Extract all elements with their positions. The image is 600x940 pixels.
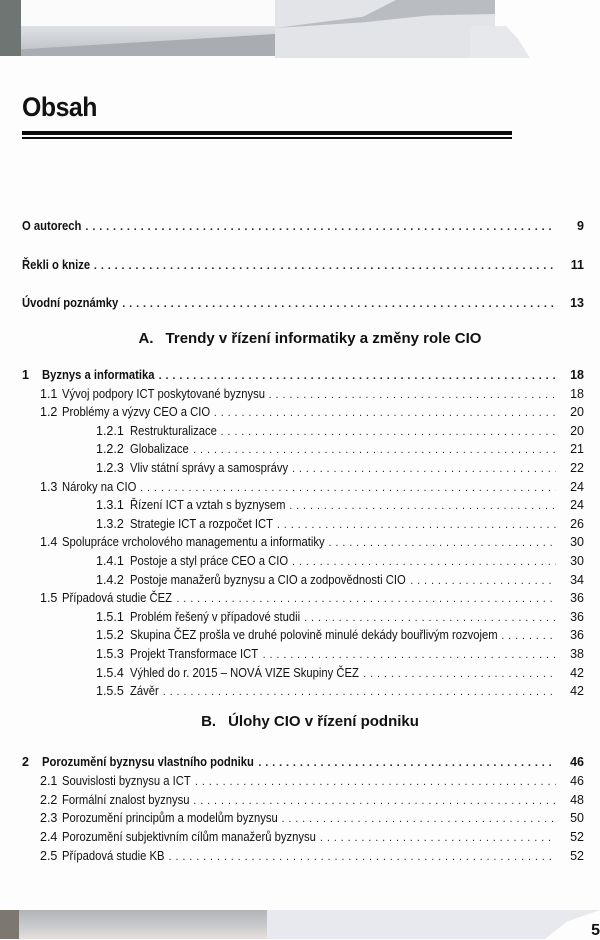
toc-entry[interactable] [0, 754, 600, 771]
dot-leader [214, 405, 556, 421]
toc-entry-number: 2.1 [40, 773, 58, 788]
toc-entry-number: 1.2 [40, 405, 58, 420]
title-rule-thin [22, 137, 512, 139]
dot-leader [328, 535, 556, 551]
toc-page-number: 11 [570, 258, 584, 272]
toc-page-number: 18 [570, 386, 584, 401]
toc-entry-number: 1.4.2 [96, 572, 124, 587]
toc-entry-label: Problém řešený v případové studii [130, 609, 301, 624]
toc-entry-number: 1.4.1 [96, 554, 124, 568]
toc-entry-number: 1.2.2 [96, 442, 124, 457]
toc-entry[interactable] [0, 683, 600, 700]
toc-entry[interactable] [0, 572, 600, 589]
toc-entry[interactable] [0, 609, 600, 626]
toc-entry-number: 2.3 [40, 811, 58, 826]
decorative-strip [0, 910, 19, 939]
toc-entry-number: 1.5 [40, 591, 58, 606]
toc-entry-label: Porozumění principům a modelům byznysu [62, 811, 278, 826]
toc-page-number: 42 [570, 684, 584, 699]
dot-leader [163, 684, 556, 700]
toc-entry-number: 1.4 [40, 535, 58, 550]
toc-entry-number: 2.2 [40, 792, 58, 807]
toc-entry-label: Případová studie ČEZ [62, 591, 173, 606]
toc-entry[interactable] [0, 516, 600, 533]
dot-leader [193, 793, 556, 809]
top-decorative-band [0, 0, 600, 58]
dot-leader [320, 830, 556, 846]
dot-leader [176, 591, 556, 607]
toc-page-number: 52 [570, 849, 584, 863]
toc-entry-number: 2.4 [40, 830, 58, 845]
toc-page-number: 22 [570, 461, 584, 475]
toc-entry[interactable] [0, 773, 600, 790]
part-heading-a [10, 330, 600, 347]
toc-entry-number: 1.5.4 [96, 665, 124, 680]
toc-entry-label: Úvodní poznámky [22, 296, 119, 310]
dot-leader [292, 554, 556, 570]
toc-entry-label: Globalizace [130, 442, 189, 457]
toc-page-number: 30 [570, 535, 584, 550]
toc-entry-label: Formální znalost byznysu [62, 792, 190, 807]
toc-entry-label: Případová studie KB [62, 849, 165, 863]
toc-entry-label: Problémy a výzvy CEO a CIO [62, 405, 211, 420]
toc-entry[interactable] [0, 848, 600, 865]
toc-entry-front-matter[interactable] [0, 257, 600, 274]
part-letter: A. [138, 330, 154, 347]
toc-entry-number: 1.1 [40, 386, 58, 401]
toc-entry-label: Restrukturalizace [130, 423, 217, 438]
toc-entry-number: 1.5.3 [96, 647, 124, 661]
toc-page-number: 36 [570, 609, 584, 624]
toc-entry-label: Porozumění byznysu vlastního podniku [42, 755, 254, 769]
toc-entry-number: 2.5 [40, 849, 58, 863]
toc-page-number: 13 [570, 296, 584, 310]
toc-entry-front-matter[interactable] [0, 218, 600, 235]
toc-page-number: 21 [570, 442, 584, 457]
toc-entry-label: Projekt Transformace ICT [130, 647, 259, 661]
toc-page-number: 46 [570, 755, 584, 769]
toc-page-number: 9 [577, 219, 584, 233]
decorative-strip [0, 0, 21, 56]
toc-entry-label: Vliv státní správy a samosprávy [130, 461, 289, 475]
toc-entry-label: Výhled do r. 2015 – NOVÁ VIZE Skupiny ČEZ [130, 665, 359, 680]
toc-entry-label: O autorech [22, 219, 82, 233]
toc-page-number: 46 [570, 773, 584, 788]
toc-entry-label: Řekli o knize [22, 258, 91, 272]
dot-leader [221, 424, 557, 440]
part-heading-b [10, 713, 600, 730]
toc-entry-label: Byznys a informatika [42, 368, 155, 382]
dot-leader [363, 666, 556, 682]
part-title: Trendy v řízení informatiky a změny role CIO [165, 330, 482, 347]
toc-entry-label: Skupina ČEZ prošla ve druhé polovině minulé dekády bouřlivým rozvojem [130, 628, 498, 643]
page-number: 5 [591, 922, 600, 939]
toc-entry-label: Spolupráce vrcholového managementu a informatiky [62, 535, 325, 550]
dot-leader [122, 296, 556, 312]
toc-entry-number: 1.5.2 [96, 628, 124, 643]
toc-page-number: 36 [570, 591, 584, 606]
toc-page-number: 36 [570, 628, 584, 643]
dot-leader [277, 517, 556, 533]
toc-entry-label: Strategie ICT a rozpočet ICT [130, 516, 273, 531]
dot-leader [281, 811, 556, 827]
toc-entry[interactable] [0, 441, 600, 458]
toc-page-number: 24 [570, 498, 584, 513]
part-title: Úlohy CIO v řízení podniku [228, 713, 419, 730]
toc-entry[interactable] [0, 627, 600, 644]
toc-entry[interactable] [0, 367, 600, 384]
toc-entry[interactable] [0, 553, 600, 570]
decorative-panel [267, 910, 600, 939]
toc-entry-label: Postoje a styl práce CEO a CIO [130, 554, 289, 568]
toc-entry[interactable] [0, 665, 600, 682]
toc-entry[interactable] [0, 590, 600, 607]
toc-entry[interactable] [0, 423, 600, 440]
toc-entry-label: Porozumění subjektivním cílům manažerů byznysu [62, 830, 316, 845]
dot-leader [258, 755, 556, 771]
dot-leader [269, 387, 556, 403]
dot-leader [94, 258, 556, 274]
dot-leader [169, 849, 556, 865]
toc-entry[interactable] [0, 497, 600, 514]
page-title: Obsah [22, 92, 98, 122]
toc-entry[interactable] [0, 404, 600, 421]
toc-entry-number: 1.5.1 [96, 609, 124, 624]
dot-leader [410, 573, 556, 589]
toc-entry[interactable] [0, 460, 600, 477]
dot-leader [263, 647, 556, 663]
toc-entry[interactable] [0, 646, 600, 663]
part-letter: B. [201, 713, 217, 730]
dot-leader [193, 442, 556, 458]
toc-entry-number: 1.5.5 [96, 684, 124, 699]
dot-leader [140, 480, 556, 496]
toc-entry-number: 1.2.1 [96, 423, 124, 438]
toc-page-number: 42 [570, 665, 584, 680]
bottom-decorative-band [0, 910, 600, 939]
toc-page-number: 20 [570, 423, 584, 438]
dot-leader [304, 610, 556, 626]
toc-entry[interactable] [0, 792, 600, 809]
toc-page-number: 26 [570, 516, 584, 531]
dot-leader [501, 628, 556, 644]
toc-entry[interactable] [0, 534, 600, 551]
toc-entry-number: 2 [22, 755, 29, 769]
toc-page-number: 50 [570, 811, 584, 826]
toc-entry-label: Závěr [130, 684, 159, 699]
dot-leader [159, 368, 556, 384]
toc-entry-label: Řízení ICT a vztah s byznysem [130, 498, 286, 513]
dot-leader [289, 498, 556, 514]
dot-leader [292, 461, 556, 477]
toc-page-number: 18 [570, 368, 584, 382]
toc-entry-number: 1.3.1 [96, 498, 124, 513]
toc-entry[interactable] [0, 810, 600, 827]
toc-entry-label: Souvislosti byznysu a ICT [62, 773, 191, 788]
toc-page-number: 24 [570, 479, 584, 494]
title-rule-thick [22, 131, 512, 135]
toc-page-number: 20 [570, 405, 584, 420]
toc-page-number: 52 [570, 830, 584, 845]
toc-page-number: 48 [570, 792, 584, 807]
toc-page-number: 30 [570, 554, 584, 568]
toc-entry-number: 1.2.3 [96, 461, 124, 475]
toc-page-number: 38 [570, 647, 584, 661]
toc-entry-label: Vývoj podpory ICT poskytované byznysu [62, 386, 266, 401]
toc-entry-number: 1.3 [40, 479, 58, 494]
dot-leader [85, 219, 556, 235]
toc-entry-number: 1 [22, 368, 29, 382]
toc-entry[interactable] [0, 829, 600, 846]
toc-entry[interactable] [0, 386, 600, 403]
toc-page-number: 34 [570, 572, 584, 587]
toc-entry-front-matter[interactable] [0, 295, 600, 312]
dot-leader [195, 774, 556, 790]
toc-entry-number: 1.3.2 [96, 516, 124, 531]
toc-entry-label: Postoje manažerů byznysu a CIO a zodpovědnosti CIO [130, 572, 406, 587]
toc-entry-label: Nároky na CIO [62, 479, 137, 494]
decorative-panel [21, 0, 275, 26]
toc-entry[interactable] [0, 479, 600, 496]
decorative-panel [19, 910, 267, 939]
